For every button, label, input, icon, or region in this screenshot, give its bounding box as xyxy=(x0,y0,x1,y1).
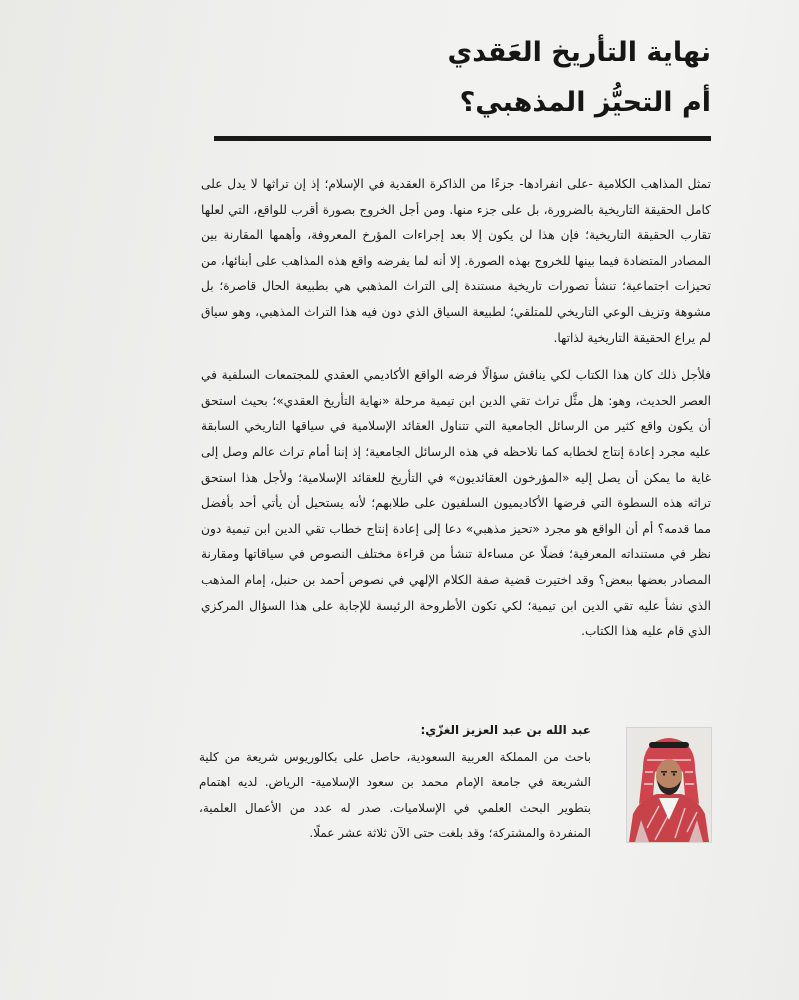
book-title xyxy=(111,28,711,128)
description-paragraph-1: تمثل المذاهب الكلامية -على انفرادها- جزءًا من الذاكرة العقدية في الإسلام؛ إذ إن تراثها لا يدل على كامل الحقيقة التاريخية بالضرورة، بل على جزء منها. ومن أجل الخروج بصورة أقرب للواقع، التي لعلها تقارب الحقيقة التاريخية؛ فإن هذا لن يكون إلا بعد إجراءات المؤرخ المعروفة، وأهمها المقارنة بين المصادر المتضادة فيما بينها للخروج بهذه الصورة. إلا أنه لما يفرضه واقع هذه المذاهب على أبنائها، من تحيزات اجتماعية؛ تنشأ تصورات تاريخية مستندة إلى التراث المذهبي هي بطبيعة الحال قاصرة؛ بل مشوهة وتزيف الوعي التاريخي للمتلقي؛ لطبيعة السياق الذي دون فيه هذا التراث المذهبي، وهو سياق لم يراع الحقيقة التاريخية لذاتها. xyxy=(201,177,711,345)
author-portrait-image xyxy=(627,728,711,842)
author-bio: باحث من المملكة العربية السعودية، حاصل على بكالوريوس شريعة من كلية الشريعة في جامعة الإمام محمد بن سعود الإسلامية- الرياض. لديه اهتمام بتطوير البحث العلمي في الإسلاميات. صدر له عدد من الأعمال العلمية، المنفردة والمشتركة؛ وقد بلغت حتى الآن ثلاثة عشر عملًا. xyxy=(199,750,591,840)
author-name: عبد الله بن عبد العزيز الغزّي: xyxy=(420,723,591,737)
description-paragraph-2: فلأجل ذلك كان هذا الكتاب لكي يناقش سؤالًا فرضه الواقع الأكاديمي العقدي للمجتمعات السلفية في العصر الحديث، وهو: هل مثَّل تراث تقي الدين ابن تيمية مرحلة «نهاية التأريخ العقدي»؛ بحيث استحق أن يكون واقع كثير من الرسائل الجامعية التي تتناول العقائد الإسلامية في سياقها التاريخي السابقة عليه مجرد إعادة إنتاج لخطابه كما نلاحظه في هذه الرسائل الجامعية؛ إذ إننا أمام تراث عالم وصل إلى غاية ما يمكن أن يصل إليه «المؤرخون العقائديون» في التأريخ للعقائد الإسلامية؛ ولأجل هذا استحق تراثه هذه السطوة التي فرضها الأكاديميون السلفيون على طلابهم؛ لأنه يستحيل أن يأتي أحد بأفضل مما قدمه؟ أم أن الواقع هو مجرد «تحيز مذهبي» دعا إلى إعادة إنتاج خطاب تقي الدين ابن تيمية دون نظر في مستنداته المعرفية؛ فضلًا عن مساءلة تنشأ من قراءة مختلف النصوص في سياقاتها ومقارنة المصادر بعضها ببعض؟ وقد اختيرت قضية صفة الكلام الإلهي في نصوص أحمد بن حنبل، إمام المذهب الذي نشأ عليه تقي الدين ابن تيمية؛ لكي تكون الأطروحة الرئيسة للإجابة على هذا السؤال المركزي الذي قام عليه هذا الكتاب. xyxy=(201,368,711,639)
title-line-1: نهاية التأريخ العَقدي xyxy=(447,37,711,68)
title-divider xyxy=(214,136,711,141)
title-line-2: أم التحيُّز المذهبي؟ xyxy=(459,87,711,118)
author-bio-block xyxy=(199,718,591,846)
book-description xyxy=(201,172,711,657)
author-photo xyxy=(627,728,711,842)
